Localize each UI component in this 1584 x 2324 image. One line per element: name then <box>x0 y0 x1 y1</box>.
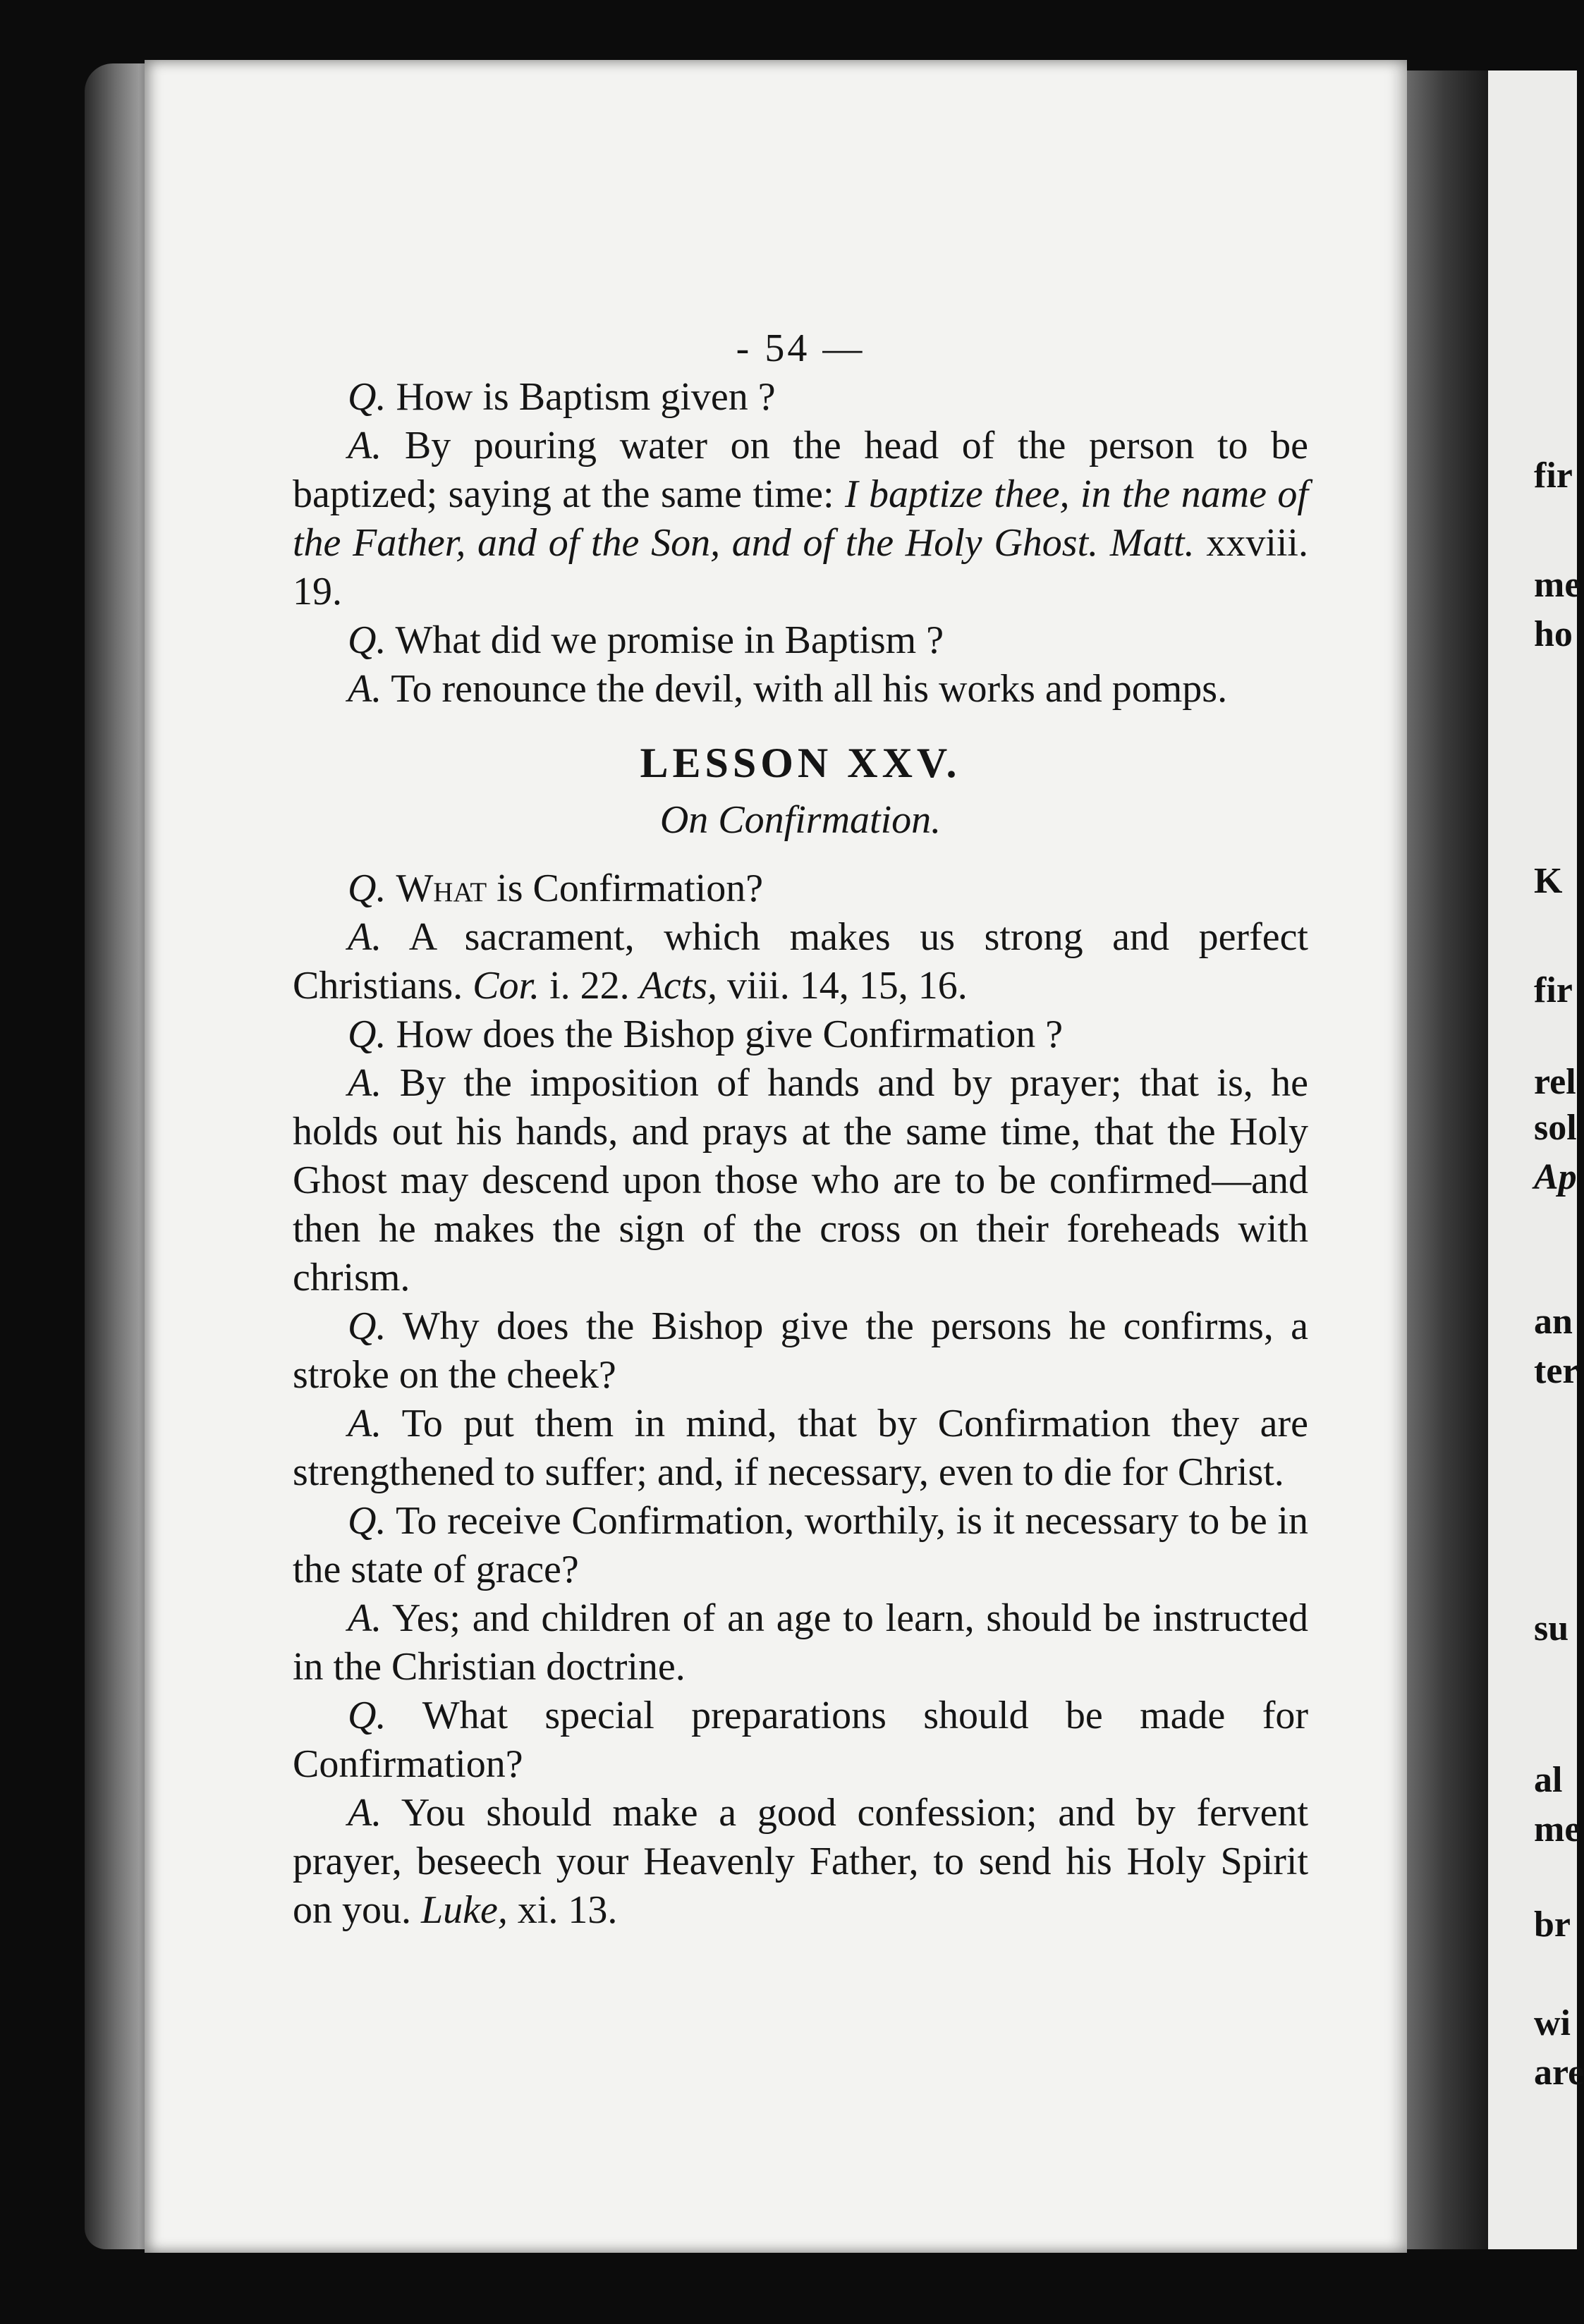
adjacent-page <box>1488 71 1584 2249</box>
adjacent-page-fragment: ho <box>1534 614 1573 654</box>
question-label: Q. <box>348 1013 386 1056</box>
adjacent-page-fragment: K <box>1534 861 1563 901</box>
question-text: is Confirmation? <box>487 867 764 910</box>
answer-text: A sacrament, which makes us strong and perfect Christians. <box>293 915 1308 1008</box>
book-gutter <box>1407 71 1488 2249</box>
adjacent-page-fragment: wi <box>1534 2003 1571 2043</box>
lesson-title: LESSON XXV. <box>640 740 961 786</box>
answer-citation: Cor. <box>473 964 540 1008</box>
answer <box>293 913 1308 1010</box>
answer-reference: viii. 14, 15, 16. <box>717 964 968 1008</box>
question-label: Q. <box>348 375 386 419</box>
adjacent-page-fragment: me <box>1534 1809 1581 1849</box>
question <box>293 1497 1308 1594</box>
answer-label: A. <box>348 1402 382 1445</box>
page-text <box>293 324 1308 1935</box>
question-label: Q. <box>348 1694 386 1737</box>
answer-text: By pouring water on the head of the person to be baptized; saying at the same time: <box>293 424 1308 516</box>
answer-label: A. <box>348 424 382 467</box>
question-text: What special preparations should be made for Confirmation? <box>293 1694 1308 1786</box>
adjacent-page-fragment: are <box>1534 2053 1584 2093</box>
question <box>293 373 1308 422</box>
answer <box>293 422 1308 616</box>
question-lead-word: What <box>396 867 487 910</box>
adjacent-page-fragment: rel <box>1534 1062 1576 1102</box>
answer-citation: Acts, <box>639 964 718 1008</box>
adjacent-page-fragment: br <box>1534 1904 1571 1945</box>
adjacent-page-fragment: fir <box>1534 455 1573 496</box>
answer-reference: xxviii. 19. <box>293 521 1308 613</box>
question-text: How is Baptism given ? <box>396 375 776 419</box>
answer-label: A. <box>348 667 382 711</box>
answer <box>293 665 1308 714</box>
question <box>293 1010 1308 1059</box>
answer-label: A. <box>348 1061 382 1105</box>
lesson-subtitle: On Confirmation. <box>659 798 942 842</box>
answer-reference: xi. 13. <box>507 1888 618 1932</box>
question-label: Q. <box>348 1499 386 1543</box>
answer-label: A. <box>348 915 382 959</box>
question <box>293 1692 1308 1789</box>
answer-label: A. <box>348 1596 382 1640</box>
adjacent-page-fragment: ter <box>1534 1351 1579 1391</box>
adjacent-page-fragment: al <box>1534 1760 1563 1800</box>
answer-text: To renounce the devil, with all his works and pomps. <box>391 667 1228 711</box>
answer <box>293 1400 1308 1497</box>
adjacent-page-fragment: su <box>1534 1608 1569 1649</box>
answer-text: To put them in mind, that by Confirmation they are strengthened to suffer; and, if necessary, even to die for Christ. <box>293 1402 1308 1494</box>
answer-text: Yes; and children of an age to learn, should be instructed in the Christian doctrine. <box>293 1596 1308 1689</box>
question <box>293 1302 1308 1400</box>
answer-text: You should make a good confession; and by fervent prayer, beseech your Heavenly Father, to send his Holy Spirit on you. <box>293 1791 1309 1932</box>
question-label: Q. <box>348 618 386 662</box>
question-label: Q. <box>348 1304 386 1348</box>
answer-label: A. <box>348 1791 382 1835</box>
answer-citation: Luke, <box>421 1888 508 1932</box>
question-text: What did we promise in Baptism ? <box>395 618 944 662</box>
question <box>293 864 1308 913</box>
answer-text: By the imposition of hands and by prayer; that is, he holds out his hands, and prays at the same time, that the Holy Ghost may descend upon those who are to be confirmed—and then he makes the sign of the cross on their foreheads with chrism. <box>293 1061 1309 1299</box>
question-text: To receive Confirmation, worthily, is it necessary to be in the state of grace? <box>293 1499 1308 1591</box>
question <box>293 616 1308 665</box>
answer-reference: i. 22. <box>540 964 640 1008</box>
answer <box>293 1789 1308 1935</box>
adjacent-page-fragment: Ap <box>1534 1157 1577 1197</box>
page-number: - 54 — <box>736 326 865 370</box>
question-text: Why does the Bishop give the persons he confirms, a stroke on the cheek? <box>293 1304 1308 1397</box>
adjacent-page-fragment: sol <box>1534 1108 1577 1148</box>
answer <box>293 1059 1308 1302</box>
question-text: How does the Bishop give Confirmation ? <box>396 1013 1064 1056</box>
answer-citation: I baptize thee, in the name of the Father, and of the Son, and of the Holy Ghost. Matt. <box>293 472 1308 565</box>
adjacent-page-fragment: me <box>1534 565 1581 605</box>
adjacent-page-fragment: an <box>1534 1302 1573 1342</box>
question-label: Q. <box>348 867 386 910</box>
answer <box>293 1594 1308 1692</box>
adjacent-page-fragment: fir <box>1534 970 1573 1010</box>
